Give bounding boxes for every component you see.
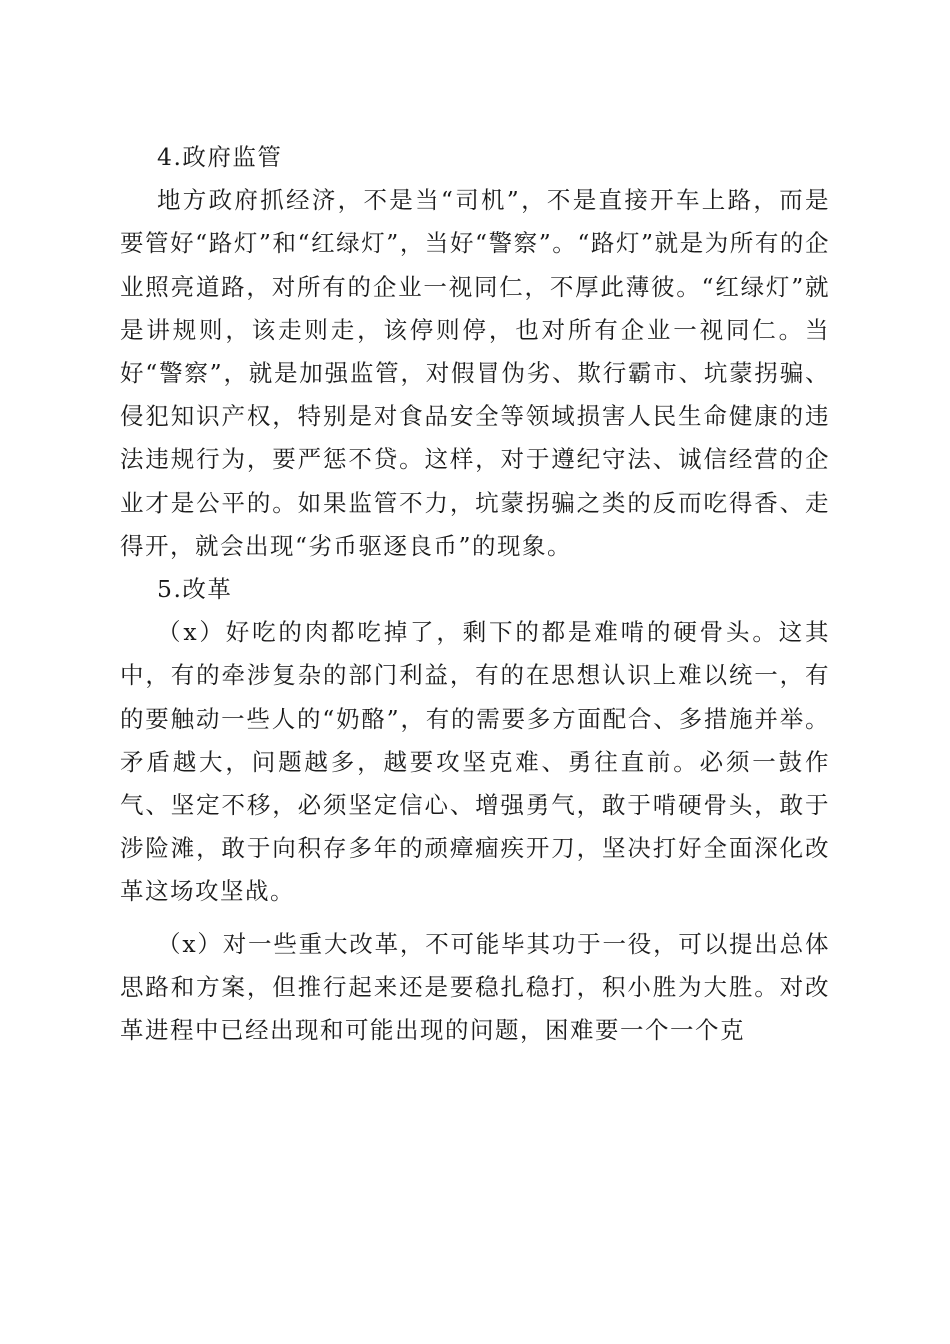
section-5-heading: 5.改革 <box>157 575 233 604</box>
section-5-paragraph-1: （x）好吃的肉都吃掉了，剩下的都是难啃的硬骨头。这其中，有的牵涉复杂的部门利益，有的在思想认识上难以统一，有的要触动一些人的“奶酪”，有的需要多方面配合、多措施并举。矛盾越大，问题越多，越要攻坚克难、勇往直前。必须一鼓作气、坚定不移，必须坚定信心、增强勇气，敢于啃硬骨头，敢于涉险滩，敢于向积存多年的顽瘴痼疾开刀，坚决打好全面深化改革这场攻坚战。 <box>120 618 830 906</box>
section-4-paragraph: 地方政府抓经济，不是当“司机”，不是直接开车上路，而是要管好“路灯”和“红绿灯”，当好“警察”。“路灯”就是为所有的企业照亮道路，对所有的企业一视同仁，不厚此薄彼。“红绿灯”就是讲规则，该走则走，该停则停，也对所有企业一视同仁。当好“警察”，就是加强监管，对假冒伪劣、欺行霸市、坑蒙拐骗、侵犯知识产权，特别是对食品安全等领域损害人民生命健康的违法违规行为，要严惩不贷。这样，对于遵纪守法、诚信经营的企业才是公平的。如果监管不力，坑蒙拐骗之类的反而吃得香、走得开，就会出现“劣币驱逐良币”的现象。 <box>120 186 830 560</box>
document-body <box>120 136 830 1052</box>
section-4-heading: 4.政府监管 <box>157 143 283 171</box>
section-5-paragraph-2: （x）对一些重大改革，不可能毕其功于一役，可以提出总体思路和方案，但推行起来还是要稳扎稳打，积小胜为大胜。对改革进程中已经出现和可能出现的问题，困难要一个一个克 <box>120 929 830 1045</box>
